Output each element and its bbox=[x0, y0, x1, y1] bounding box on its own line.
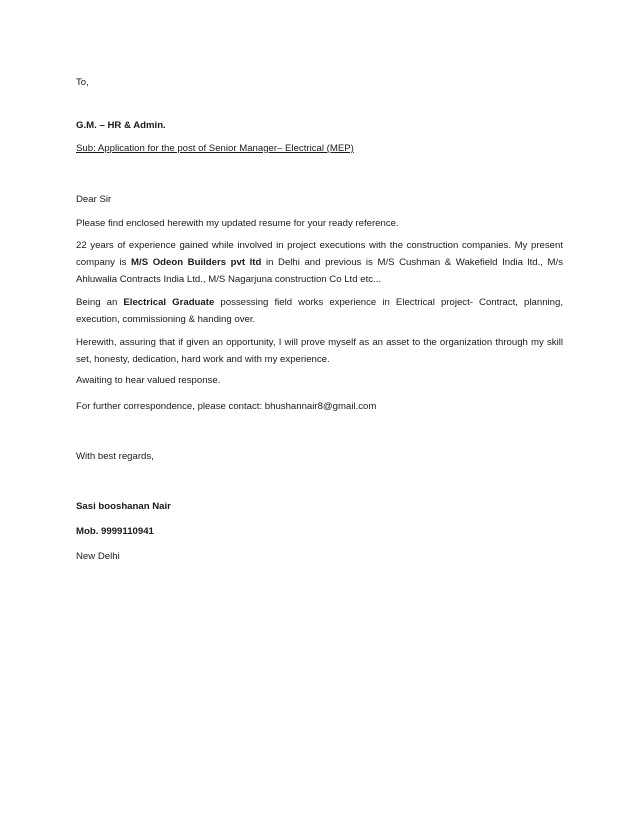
paragraph-experience bbox=[76, 237, 563, 288]
mobile-number: Mob. 9999110941 bbox=[76, 526, 154, 537]
closing: With best regards, bbox=[76, 451, 154, 462]
paragraph-resume: Please find enclosed herewith my updated resume for your ready reference. bbox=[76, 218, 399, 229]
degree: Electrical Graduate bbox=[123, 297, 215, 308]
signature-name: Sasi booshanan Nair bbox=[76, 501, 171, 512]
paragraph-assurance: Herewith, assuring that if given an opportunity, I will prove myself as an asset to the organization through my skill set, honesty, dedication, hard work and with my experience. bbox=[76, 337, 563, 365]
recipient: G.M. – HR & Admin. bbox=[76, 120, 166, 131]
subject-line: Sub: Application for the post of Senior Manager– Electrical (MEP) bbox=[76, 143, 354, 154]
location: New Delhi bbox=[76, 551, 120, 562]
experience-text-2: in Delhi and previous is M/S Cushman & Wakefield India ltd., M/s Ahluwalia Contracts India Ltd., M/S Nagarjuna construction Co Ltd etc... bbox=[76, 257, 564, 285]
qualification-text-2: possessing field works experience in Electrical project- Contract, planning, execution, commissioning & handing over. bbox=[76, 297, 563, 325]
current-company: M/S Odeon Builders pvt ltd bbox=[131, 257, 262, 268]
qualification-text-1: Being an bbox=[76, 297, 124, 308]
greeting: Dear Sir bbox=[76, 194, 112, 205]
paragraph-qualification bbox=[76, 294, 563, 328]
experience-text-1: 22 years of experience gained while involved in project executions with the construction companies. My present company is bbox=[76, 240, 563, 268]
salutation-to: To, bbox=[76, 77, 89, 88]
paragraph-awaiting: Awaiting to hear valued response. bbox=[76, 375, 221, 386]
paragraph-contact: For further correspondence, please contact: bhushannair8@gmail.com bbox=[76, 401, 377, 412]
